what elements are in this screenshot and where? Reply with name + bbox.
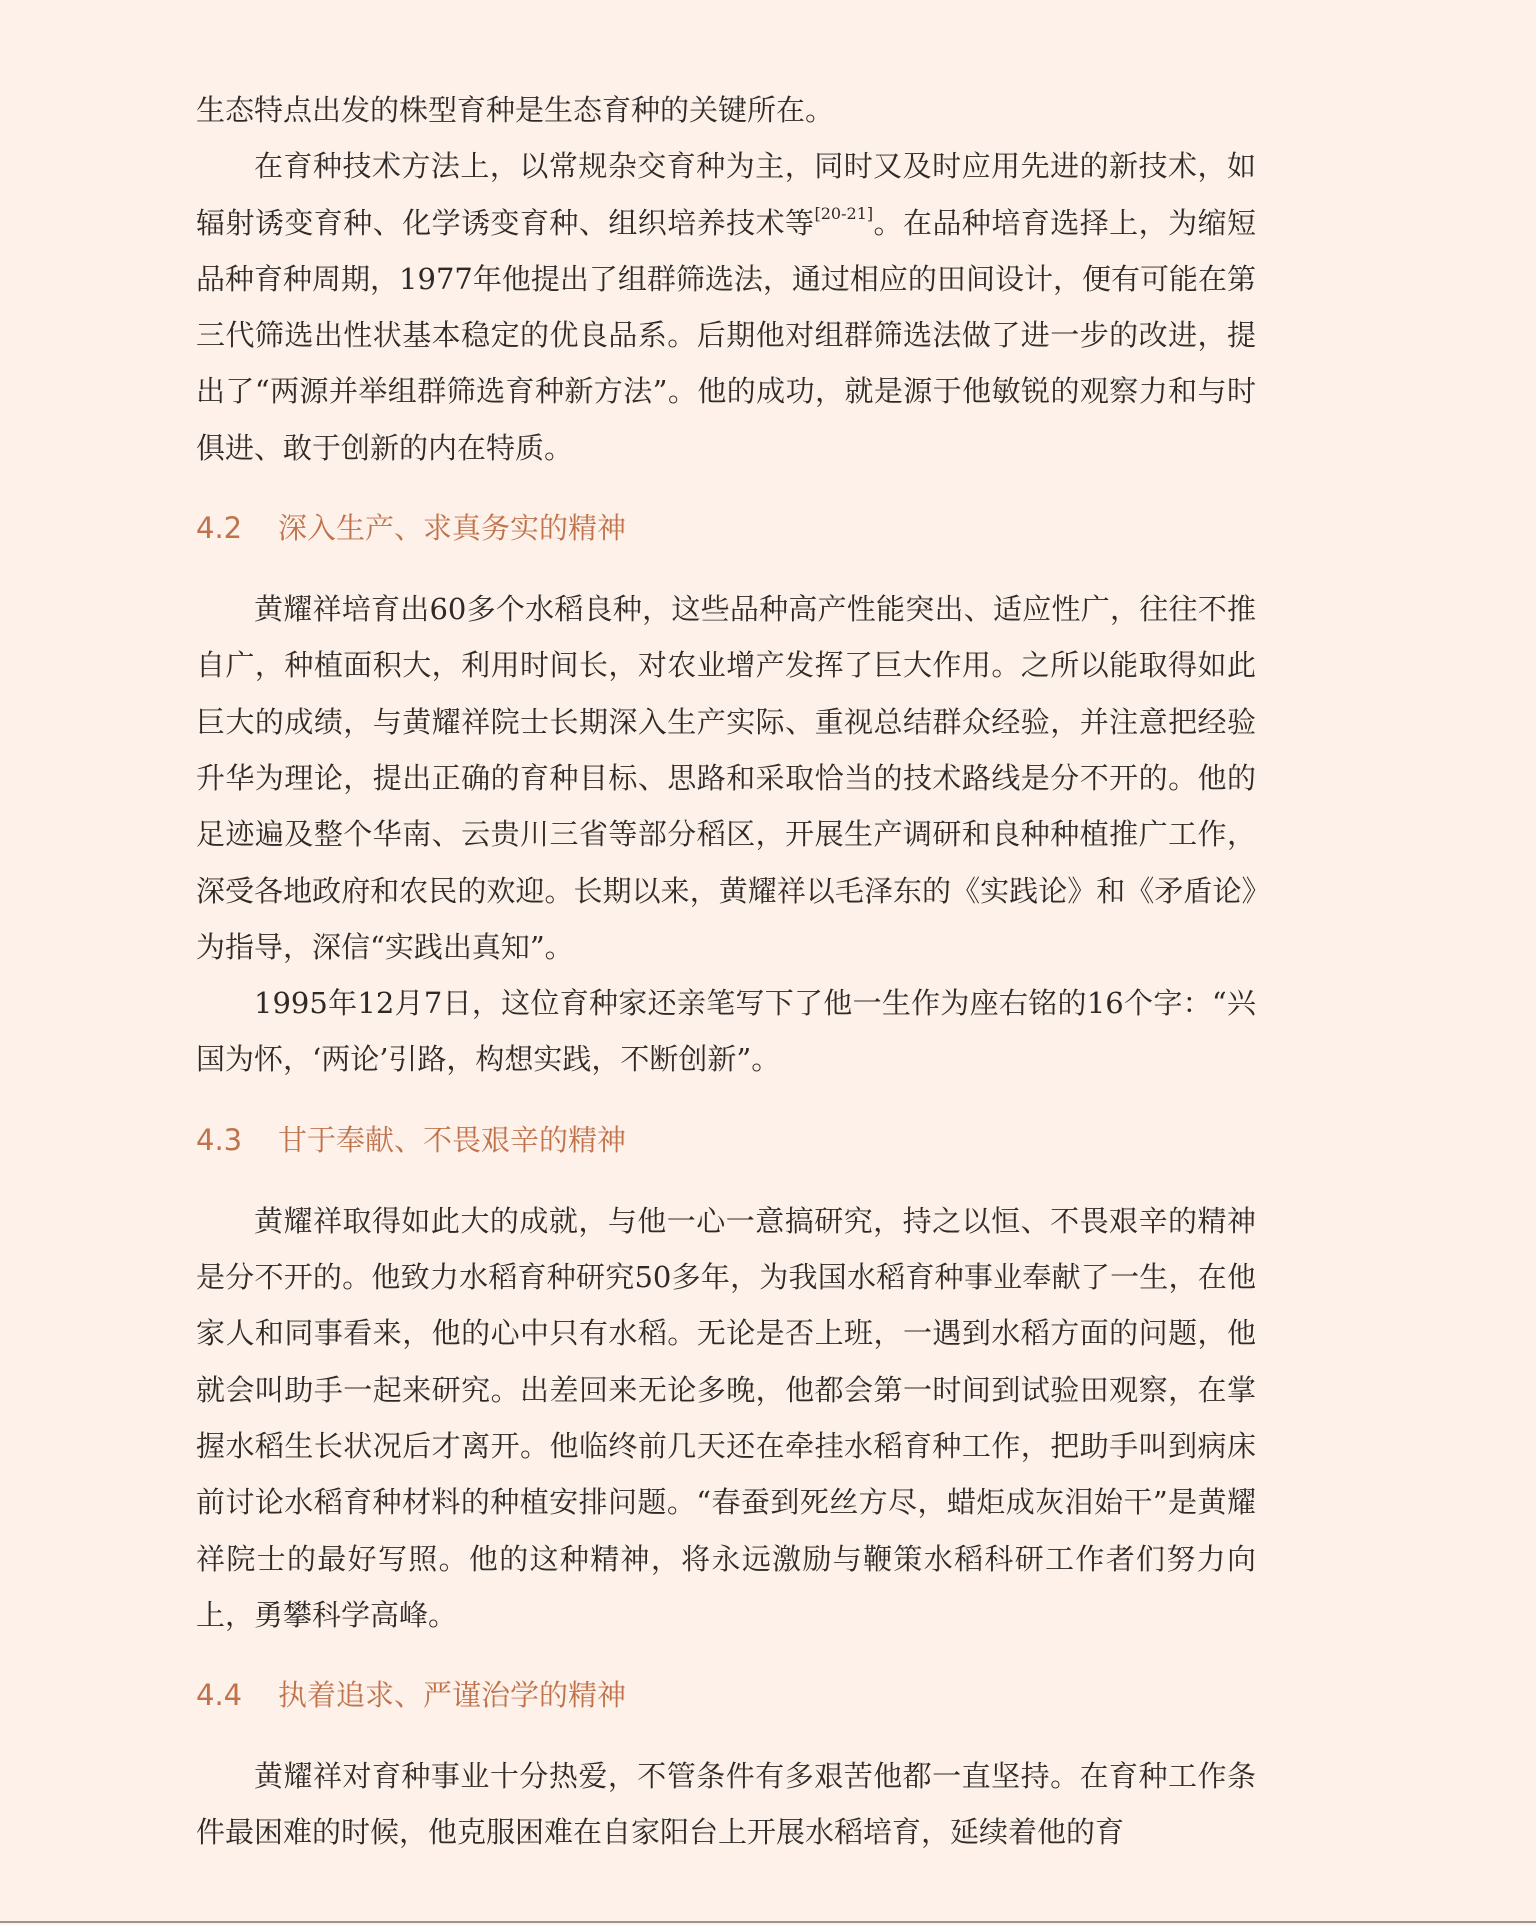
section-title: 深入生产、求真务实的精神: [278, 511, 627, 546]
paragraph-dedication: 黄耀祥取得如此大的成就，与他一心一意搞研究，持之以恒、不畏艰辛的精神是分不开的。他致力水稻育种研究50多年，为我国水稻育种事业奉献了一生，在他家人和同事看来，他的心中只有水稻。无论是否上班，一遇到水稻方面的问题，他就会叫助手一起来研究。出差回来无论多晚，他都会第一时间到试验田观察，在掌握水稻生长状况后才离开。他临终前几天还在牵挂水稻育种工作，把助手叫到病床前讨论水稻育种材料的种植安排问题。“春蚕到死丝方尽，蜡炬成灰泪始干”是黄耀祥院士的最好写照。他的这种精神，将永远激励与鞭策水稻科研工作者们努力向上，勇攀科学高峰。: [196, 1203, 1256, 1632]
paragraph-continued: 生态特点出发的株型育种是生态育种的关键所在。: [196, 93, 835, 127]
page-bottom-divider: [0, 1921, 1536, 1923]
document-page: [196, 82, 1256, 1861]
paragraph-text: 在育种技术方法上，以常规杂交育种为主，同时又及时应用先进的新技术，如辐射诱变育种、化学诱变育种、组织培养技术等: [196, 149, 1256, 240]
section-title: 执着追求、严谨治学的精神: [278, 1678, 627, 1713]
paragraph-breeding-methods: [196, 138, 1256, 476]
paragraph-motto: 1995年12月7日，这位育种家还亲笔写下了他一生作为座右铭的16个字：“兴国为怀，‘两论’引路，构想实践，不断创新”。: [196, 986, 1256, 1077]
section-heading-4-3: [196, 1120, 1256, 1160]
section-title: 甘于奉献、不畏艰辛的精神: [278, 1122, 627, 1157]
paragraph-text: 。在品种培育选择上，为缩短品种育种周期，1977年他提出了组群筛选法，通过相应的田间设计，便有可能在第三代筛选出性状基本稳定的优良品系。后期他对组群筛选法做了进一步的改进，提出了“两源并举组群筛选育种新方法”。他的成功，就是源于他敏锐的观察力和与时俱进、敢于创新的内在特质。: [196, 205, 1256, 465]
citation-ref[interactable]: [20-21]: [814, 203, 874, 223]
section-heading-4-4: [196, 1675, 1256, 1715]
paragraph-persistence: 黄耀祥对育种事业十分热爱，不管条件有多艰苦他都一直坚持。在育种工作条件最困难的时候，他克服困难在自家阳台上开展水稻培育，延续着他的育: [196, 1759, 1256, 1850]
section-number: 4.4: [196, 1678, 243, 1713]
paragraph-practice: 黄耀祥培育出60多个水稻良种，这些品种高产性能突出、适应性广，往往不推自广，种植面积大，利用时间长，对农业增产发挥了巨大作用。之所以能取得如此巨大的成绩，与黄耀祥院士长期深入生产实际、重视总结群众经验，并注意把经验升华为理论，提出正确的育种目标、思路和采取恰当的技术路线是分不开的。他的足迹遍及整个华南、云贵川三省等部分稻区，开展生产调研和良种种植推广工作，深受各地政府和农民的欢迎。长期以来，黄耀祥以毛泽东的《实践论》和《矛盾论》为指导，深信“实践出真知”。: [196, 592, 1256, 964]
section-number: 4.3: [196, 1122, 243, 1157]
section-heading-4-2: [196, 508, 1256, 548]
section-number: 4.2: [196, 511, 243, 546]
